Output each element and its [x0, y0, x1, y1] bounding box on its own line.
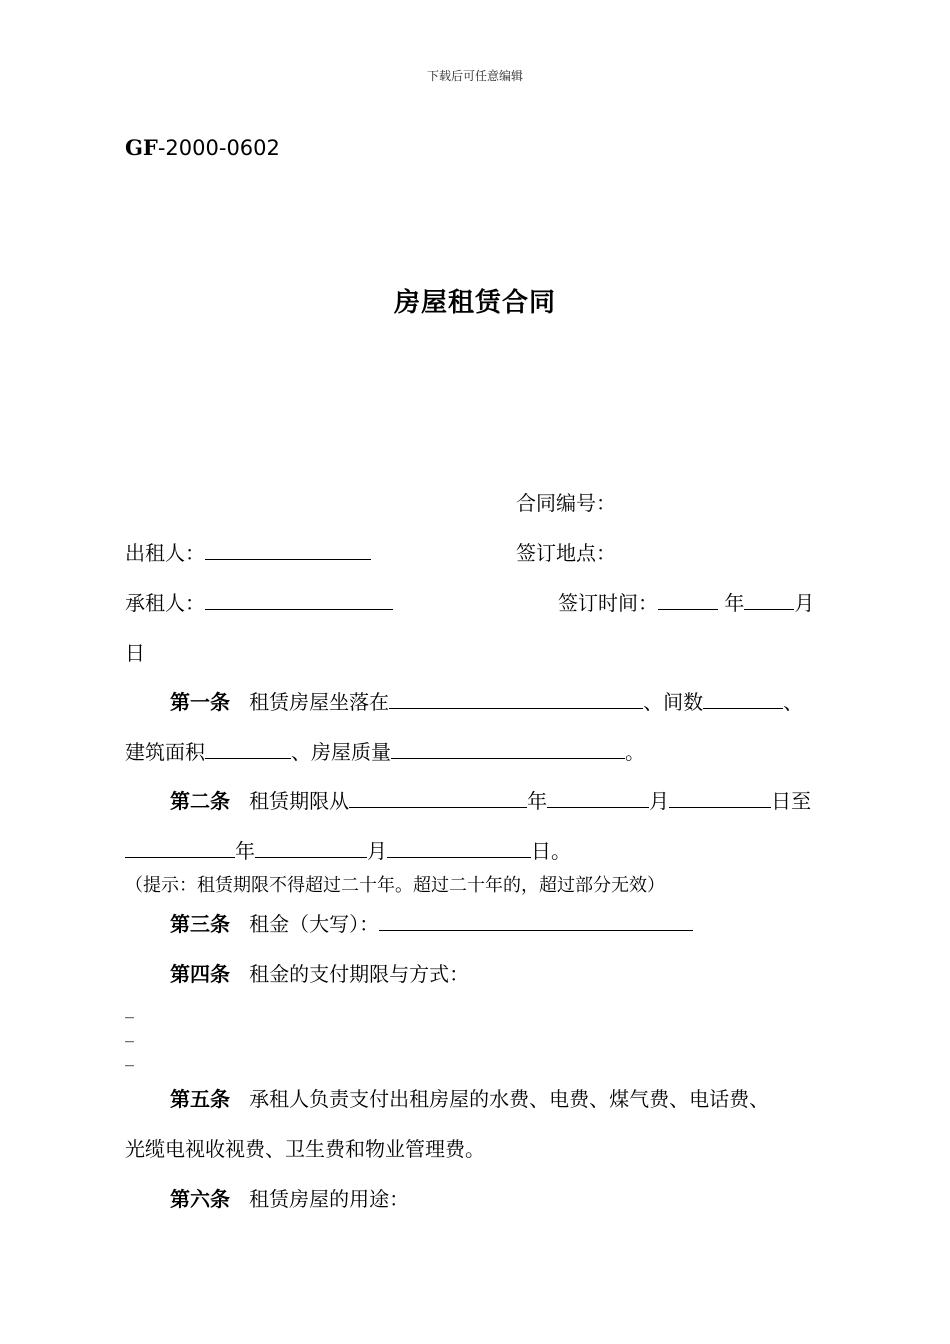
room-count-field[interactable]: [703, 688, 783, 709]
sign-day-label: 日: [125, 641, 145, 665]
code-prefix: GF: [125, 135, 158, 160]
term-start-day-field[interactable]: [669, 787, 771, 808]
house-quality-field[interactable]: [391, 738, 625, 759]
article-4-row: [170, 958, 469, 987]
code-number: -2000-0602: [157, 136, 280, 160]
article-2-dayto: 日至: [771, 789, 812, 813]
article-1-text1: 租赁房屋坐落在: [249, 690, 390, 714]
document-code: [125, 135, 280, 160]
article-3-row: [170, 908, 693, 937]
term-hint: （提示：租赁期限不得超过二十年。超过二十年的，超过部分无效）: [125, 875, 665, 896]
article-1-text6: 。: [625, 740, 645, 764]
term-start-year-field[interactable]: [349, 787, 527, 808]
sign-year-field[interactable]: [658, 589, 718, 610]
header-note: 下载后可任意编辑: [426, 69, 523, 83]
sign-month-label: 月: [794, 591, 815, 615]
payment-line-2[interactable]: _: [125, 1022, 134, 1043]
article-6-label: 第六条: [170, 1187, 230, 1211]
article-4-label: 第四条: [170, 962, 230, 986]
term-start-month-field[interactable]: [547, 787, 649, 808]
sign-year-label: 年: [724, 591, 745, 615]
house-location-field[interactable]: [389, 688, 643, 709]
payment-line-1[interactable]: _: [125, 998, 134, 1019]
article-2-text1: 租赁期限从: [249, 789, 350, 813]
article-2-row1: [170, 785, 811, 814]
sign-time-label: 签订时间：: [558, 591, 658, 615]
article-1-text4: 建筑面积: [125, 740, 205, 764]
article-3-text: 租金（大写）：: [249, 912, 380, 936]
floor-area-field[interactable]: [205, 738, 291, 759]
article-3-label: 第三条: [170, 912, 230, 936]
article-2-month: 月: [649, 789, 670, 813]
rent-amount-field[interactable]: [379, 910, 693, 931]
article-6-text: 租赁房屋的用途：: [249, 1187, 410, 1211]
article-1-label: 第一条: [170, 690, 230, 714]
lessor-field[interactable]: [205, 539, 371, 560]
article-2-year: 年: [527, 789, 548, 813]
article-1-row2: [125, 736, 645, 765]
article-5-label: 第五条: [170, 1087, 230, 1111]
article-6-row: [170, 1183, 409, 1212]
article-5-text2: 光缆电视收视费、卫生费和物业管理费。: [125, 1137, 485, 1161]
sign-place-label: 签订地点：: [516, 541, 616, 565]
article-5-text1: 承租人负责支付出租房屋的水费、电费、煤气费、电话费、: [249, 1087, 770, 1111]
article-4-text: 租金的支付期限与方式：: [249, 962, 470, 986]
term-end-month-field[interactable]: [255, 837, 367, 858]
lessee-label: 承租人：: [125, 591, 205, 615]
term-end-day-field[interactable]: [387, 837, 531, 858]
sign-month-field[interactable]: [744, 589, 794, 610]
lessee-field[interactable]: [205, 589, 393, 610]
lessee-row: [125, 587, 393, 616]
contract-no-label: 合同编号：: [516, 491, 616, 515]
article-1-text5: 、房屋质量: [291, 740, 391, 764]
page-title: 房屋租赁合同: [393, 288, 556, 318]
lessor-label: 出租人：: [125, 541, 205, 565]
article-2-year2: 年: [235, 839, 255, 863]
article-1-text3: 、: [783, 690, 804, 714]
payment-line-3[interactable]: _: [125, 1046, 134, 1067]
article-1-text2: 、间数: [643, 690, 704, 714]
article-5-row1: [170, 1083, 769, 1112]
sign-time-row: [558, 587, 814, 616]
article-1-row1: [170, 686, 803, 715]
article-2-month2: 月: [367, 839, 387, 863]
article-2-day2: 日。: [531, 839, 571, 863]
article-2-row2: [125, 835, 571, 864]
lessor-row: [125, 537, 371, 566]
term-end-year-field[interactable]: [125, 837, 235, 858]
article-2-label: 第二条: [170, 789, 230, 813]
